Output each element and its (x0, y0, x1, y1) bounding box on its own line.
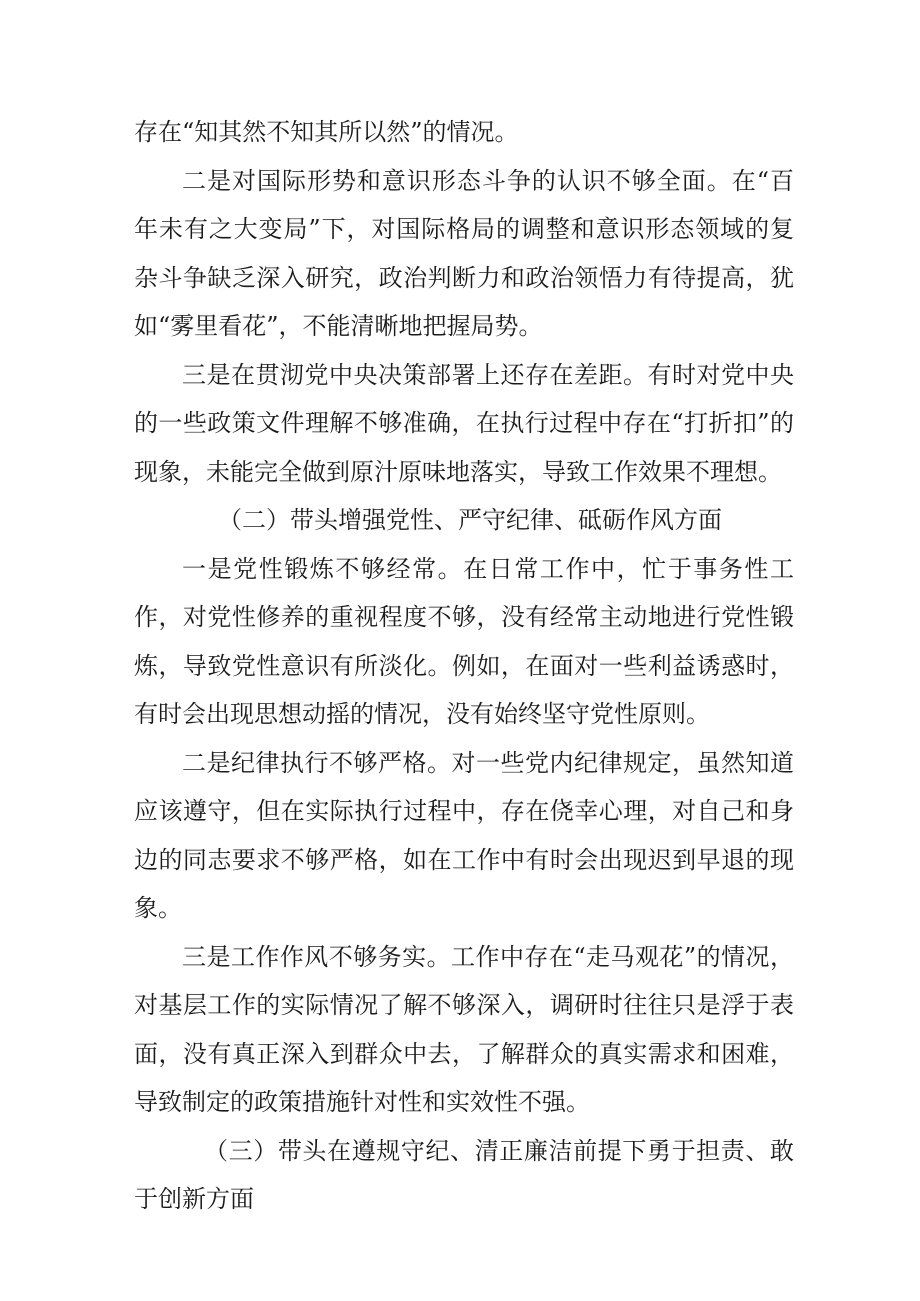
paragraph-discipline: 二是纪律执行不够严格。对一些党内纪律规定，虽然知道应该遵守，但在实际执行过程中，存在侥幸心理，对自己和身边的同志要求不够严格，如在工作中有时会出现迟到早退的现象。 (134, 748, 794, 922)
paragraph-international-situation: 二是对国际形势和意识形态斗争的认识不够全面。在“百年未有之大变局”下，对国际格局的调整和意识形态领域的复杂斗争缺乏深入研究，政治判断力和政治领悟力有待提高，犹如“雾里看花”，不能清晰地把握局势。 (134, 166, 794, 340)
section-heading-3: （三）带头在遵规守纪、清正廉洁前提下勇于担责、敢于创新方面 (134, 1136, 794, 1213)
paragraph-work-style: 三是工作作风不够务实。工作中存在“走马观花”的情况，对基层工作的实际情况了解不够深入，调研时往往只是浮于表面，没有真正深入到群众中去，了解群众的真实需求和困难，导致制定的政策措施针对性和实效性不强。 (134, 942, 794, 1116)
paragraph-continuation: 存在“知其然不知其所以然”的情况。 (134, 118, 519, 146)
section-heading-2: （二）带头增强党性、严守纪律、砥砺作风方面 (218, 506, 722, 534)
paragraph-party-spirit: 一是党性锻炼不够经常。在日常工作中，忙于事务性工作，对党性修养的重视程度不够，没有经常主动地进行党性锻炼，导致党性意识有所淡化。例如，在面对一些利益诱惑时，有时会出现思想动摇的情况，没有始终坚守党性原则。 (134, 554, 794, 728)
document-body (134, 108, 794, 1224)
paragraph-policy-implementation: 三是在贯沏党中央决策部署上还存在差距。有时对党中央的一些政策文件理解不够准确，在执行过程中存在“打折扣”的现象，未能完全做到原汁原味地落实，导致工作效果不理想。 (134, 360, 794, 486)
